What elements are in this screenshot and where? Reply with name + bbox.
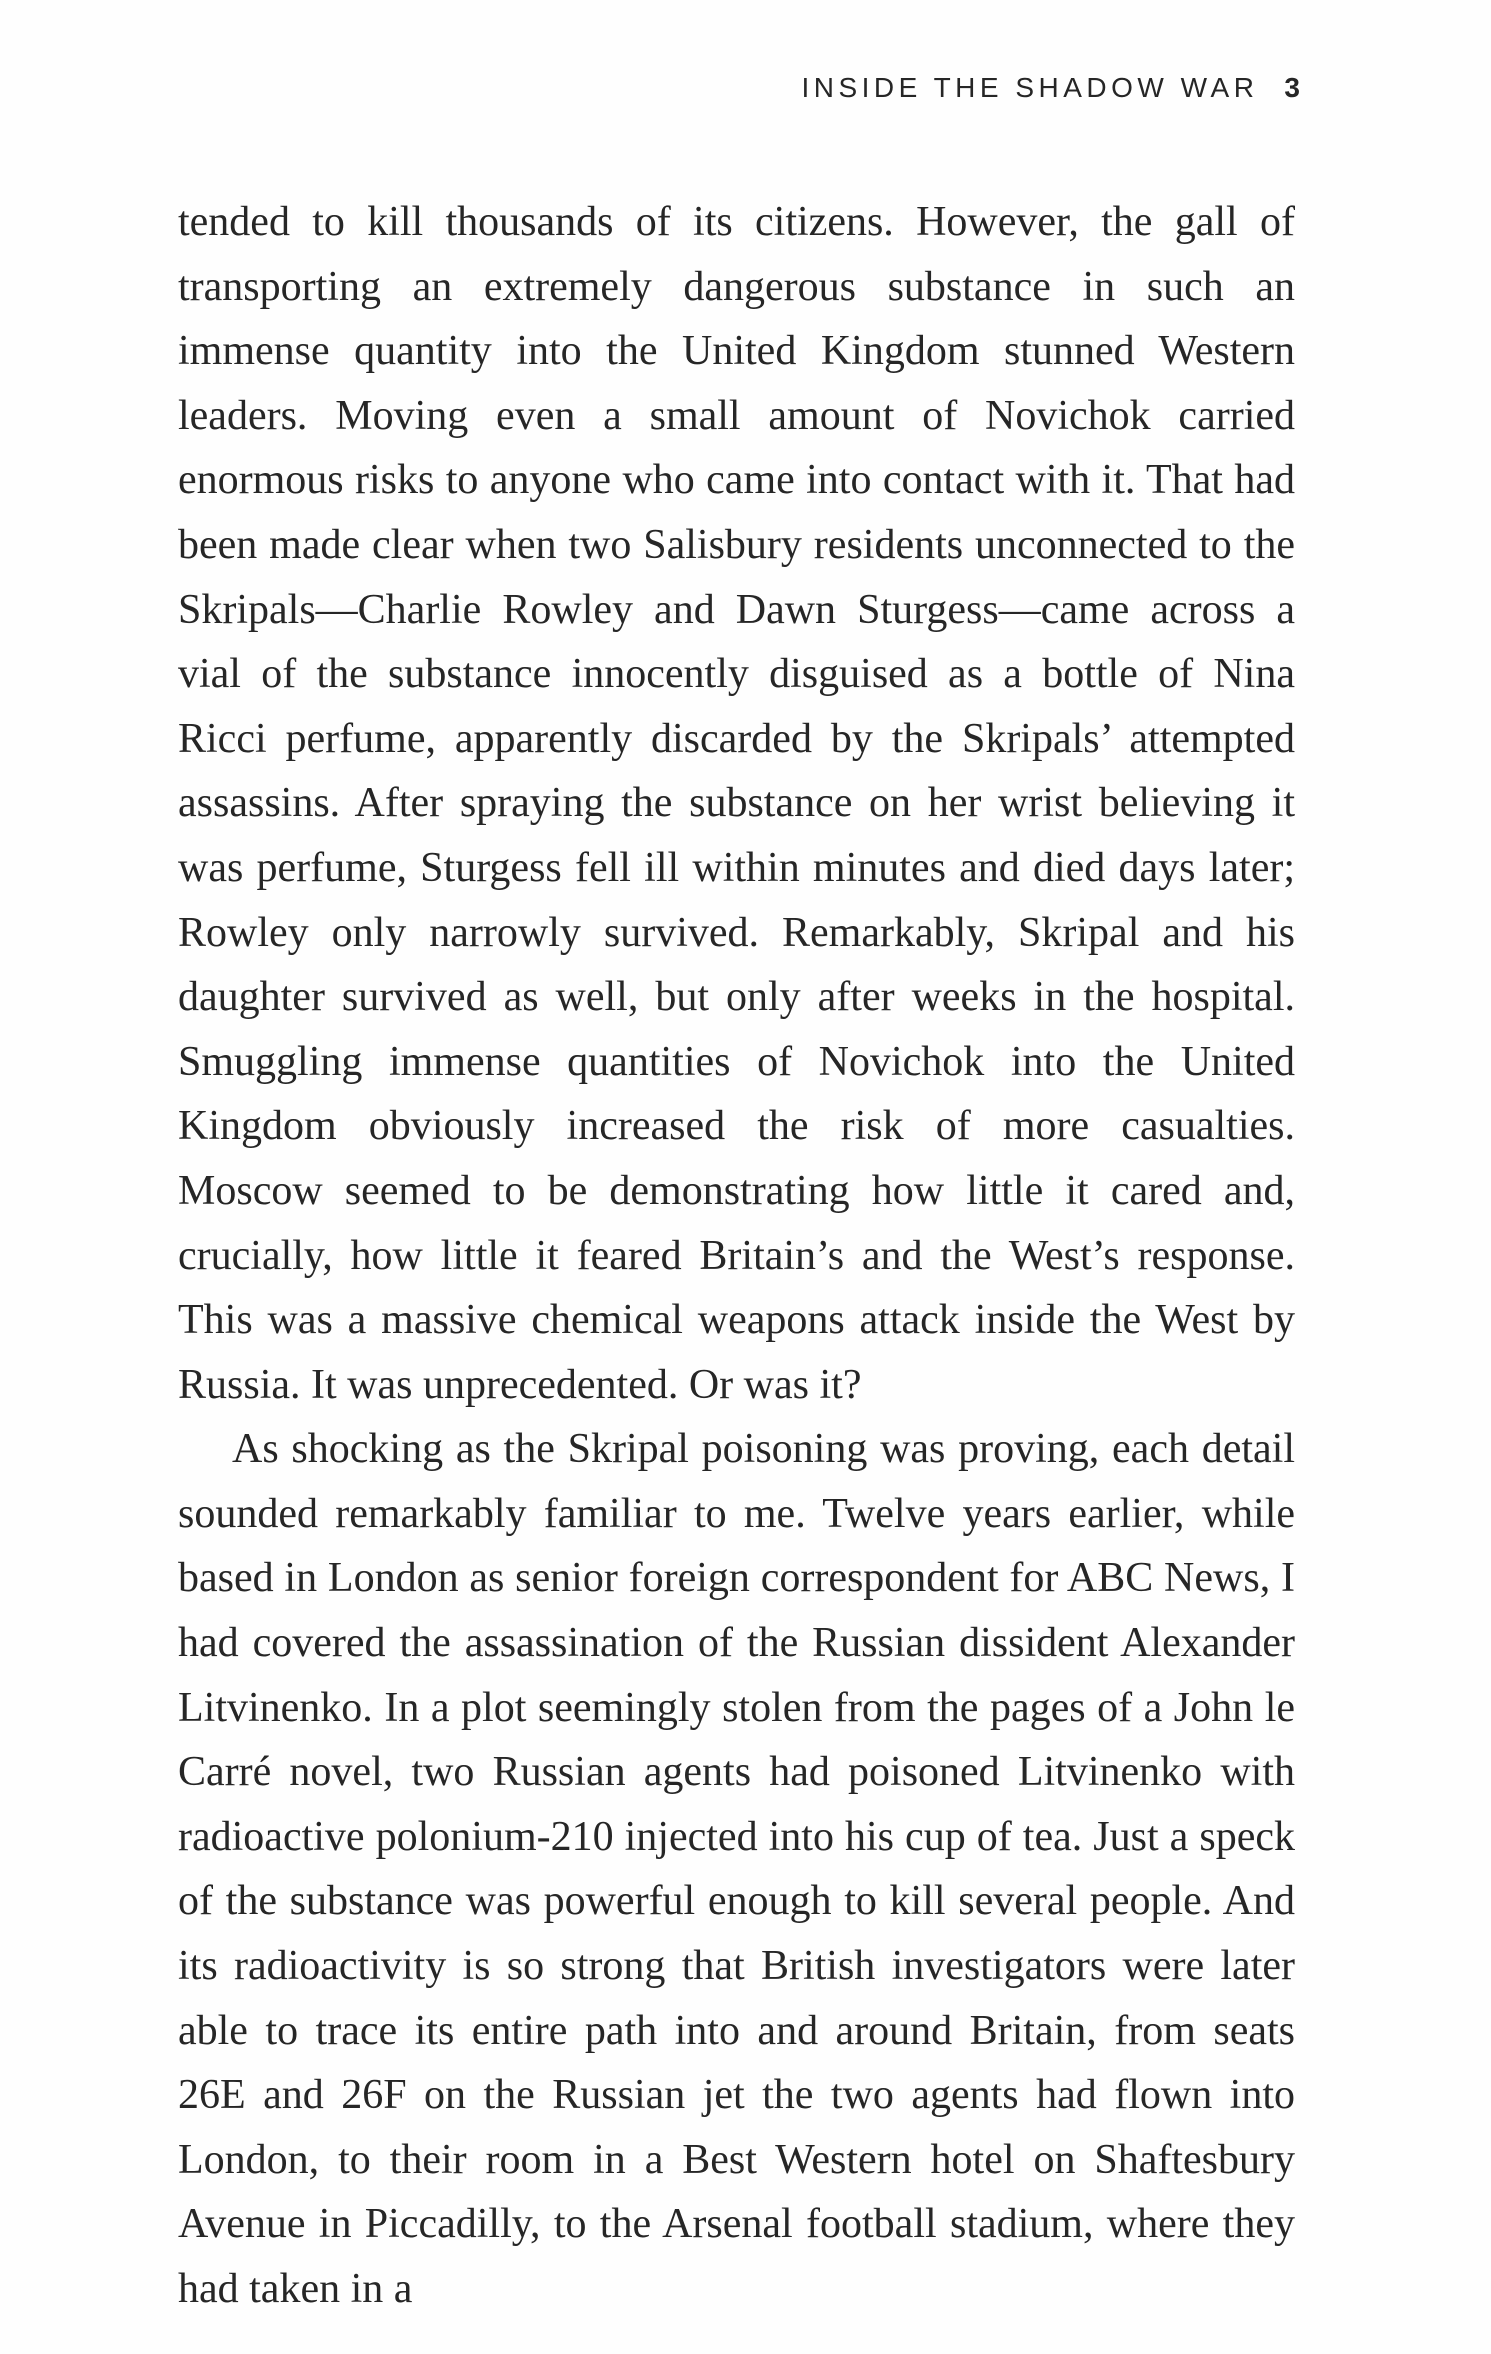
running-head (801, 72, 1300, 104)
body-text (178, 190, 1295, 2322)
page-number: 3 (1284, 72, 1300, 103)
running-head-title: INSIDE THE SHADOW WAR (801, 72, 1259, 103)
paragraph: As shocking as the Skripal poisoning was proving, each detail sounded remarkably familiar to me. Twelve years earlier, while based in London as senior foreign correspondent for ABC News, I had covered the assassination of the Russian dissident Alexander Litvinenko. In a plot seemingly stolen from the pages of a John le Carré novel, two Russian agents had poisoned Litvinenko with radioactive polonium-210 injected into his cup of tea. Just a speck of the substance was powerful enough to kill several people. And its radioactivity is so strong that British investigators were later able to trace its entire path into and around Britain, from seats 26E and 26F on the Russian jet the two agents had flown into London, to their room in a Best Western hotel on Shaftesbury Avenue in Piccadilly, to the Arsenal football stadium, where they had taken in a (178, 1426, 1295, 2312)
paragraph-continued: tended to kill thousands of its citizens. However, the gall of transporting an extremely dangerous substance in such an immense quantity into the United Kingdom stunned Western leaders. Moving even a small amount of Novichok carried enormous risks to anyone who came into contact with it. That had been made clear when two Salisbury residents unconnected to the Skripals—Charlie Rowley and Dawn Sturgess—came across a vial of the substance innocently disguised as a bottle of Nina Ricci perfume, apparently discarded by the Skripals’ attempted assassins. After spraying the substance on her wrist believing it was perfume, Sturgess fell ill within minutes and died days later; Rowley only narrowly survived. Remarkably, Skripal and his daughter survived as well, but only after weeks in the hospital. Smuggling immense quantities of Novichok into the United Kingdom obviously increased the risk of more casualties. Moscow seemed to be demonstrating how little it cared and, crucially, how little it feared Britain’s and the West’s response. This was a massive chemical weapons attack inside the West by Russia. It was unprecedented. Or was it? (178, 199, 1295, 1408)
